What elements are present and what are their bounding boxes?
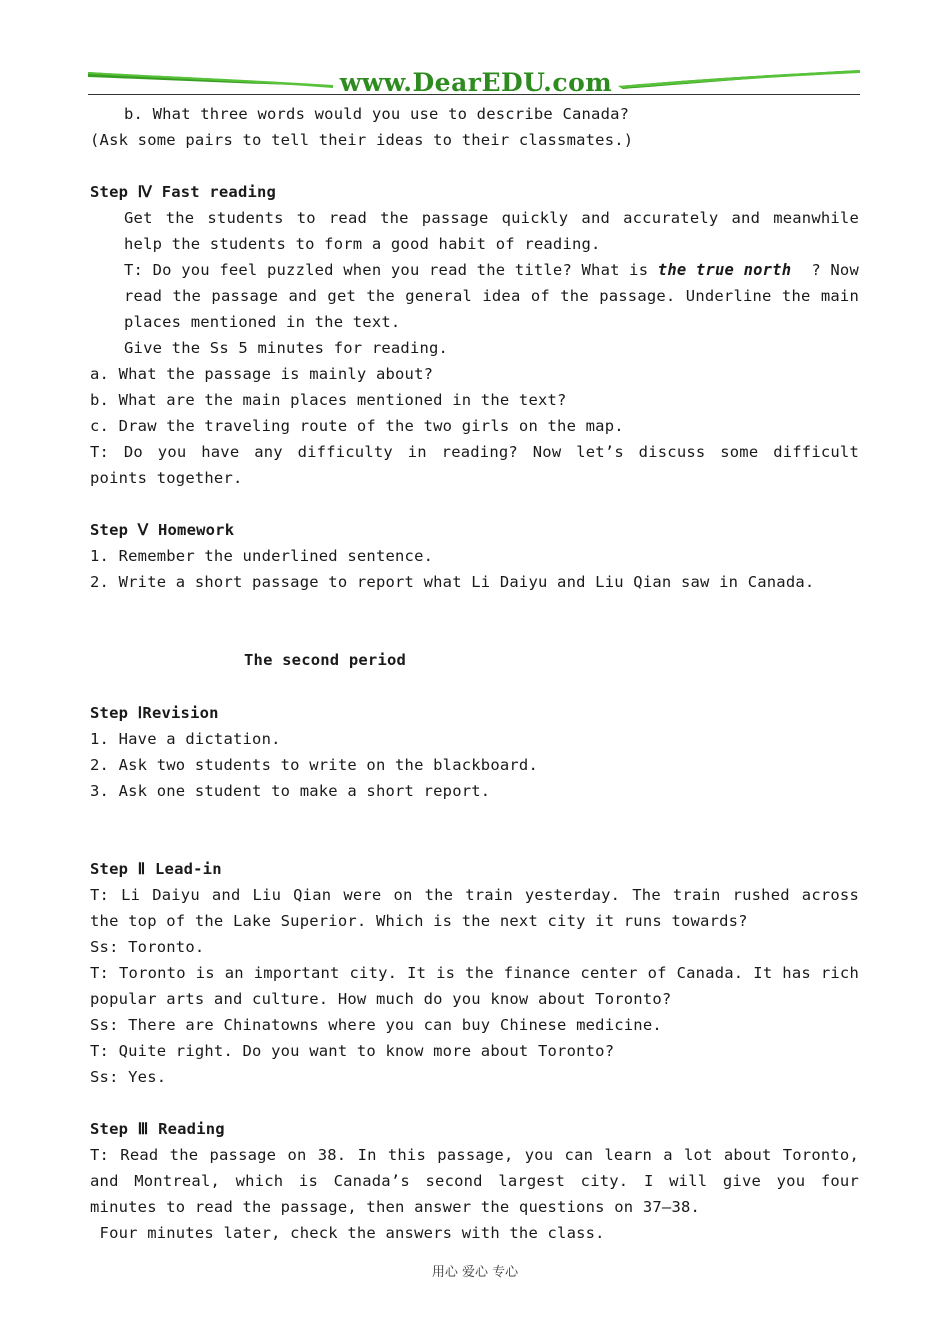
text-line: places mentioned in the text.	[124, 313, 401, 331]
text-line: b. What three words would you use to describe Canada?	[124, 105, 630, 123]
text-line: Ss: Toronto.	[90, 938, 205, 956]
text-line: Four minutes later, check the answers with the class.	[90, 1224, 605, 1242]
text-line: (Ask some pairs to tell their ideas to their classmates.)	[90, 131, 634, 149]
site-logo[interactable]: www.DearEDU.com	[339, 68, 613, 97]
text-line: help the students to form a good habit of reading.	[124, 235, 601, 253]
text-line	[124, 260, 859, 280]
text-segment: T: Do you feel puzzled when you read the title? What is	[124, 261, 649, 279]
text-line: T: Li Daiyu and Liu Qian were on the train yesterday. The train rushed across	[90, 886, 859, 904]
list-item: 3. Ask one student to make a short report.	[90, 782, 491, 800]
text-line: minutes to read the passage, then answer the questions on 37—38.	[90, 1198, 701, 1216]
list-item: 2. Write a short passage to report what Li Daiyu and Liu Qian saw in Canada.	[90, 573, 815, 591]
list-item: 1. Have a dictation.	[90, 730, 281, 748]
text-line: popular arts and culture. How much do you know about Toronto?	[90, 990, 672, 1008]
header-divider	[88, 94, 860, 95]
step-heading: Step Ⅴ Homework	[90, 521, 235, 539]
text-line: T: Read the passage on 38. In this passage, you can learn a lot about Toronto,	[90, 1146, 859, 1164]
list-item: 2. Ask two students to write on the blackboard.	[90, 756, 538, 774]
text-line: Ss: Yes.	[90, 1068, 167, 1086]
text-line: T: Do you have any difficulty in reading? Now let’s discuss some difficult	[90, 443, 859, 461]
text-line: read the passage and get the general idea of the passage. Underline the main	[124, 287, 859, 305]
period-title: The second period	[244, 651, 407, 669]
step-heading: Step Ⅱ Lead-in	[90, 860, 222, 878]
text-line: T: Quite right. Do you want to know more about Toronto?	[90, 1042, 615, 1060]
step-heading: Step Ⅲ Reading	[90, 1120, 225, 1138]
text-line: Ss: There are Chinatowns where you can buy Chinese medicine.	[90, 1016, 662, 1034]
text-line: and Montreal, which is Canada’s second largest city. I will give you four	[90, 1172, 859, 1190]
text-line: points together.	[90, 469, 243, 487]
text-line: Give the Ss 5 minutes for reading.	[124, 339, 449, 357]
step-heading: Step ⅠRevision	[90, 704, 219, 722]
list-item: b. What are the main places mentioned in the text?	[90, 391, 567, 409]
list-item: 1. Remember the underlined sentence.	[90, 547, 434, 565]
page-footer: 用心 爱心 专心	[431, 1265, 519, 1280]
step-heading: Step Ⅳ Fast reading	[90, 183, 277, 201]
text-line: T: Toronto is an important city. It is the finance center of Canada. It has rich	[90, 964, 859, 982]
text-line: the top of the Lake Superior. Which is the next city it runs towards?	[90, 912, 748, 930]
emphasis-phrase: the true north	[657, 261, 792, 279]
text-line: Get the students to read the passage quickly and accurately and meanwhile	[124, 209, 859, 227]
list-item: a. What the passage is mainly about?	[90, 365, 434, 383]
list-item: c. Draw the traveling route of the two girls on the map.	[90, 417, 624, 435]
text-segment: ? Now	[811, 261, 859, 279]
